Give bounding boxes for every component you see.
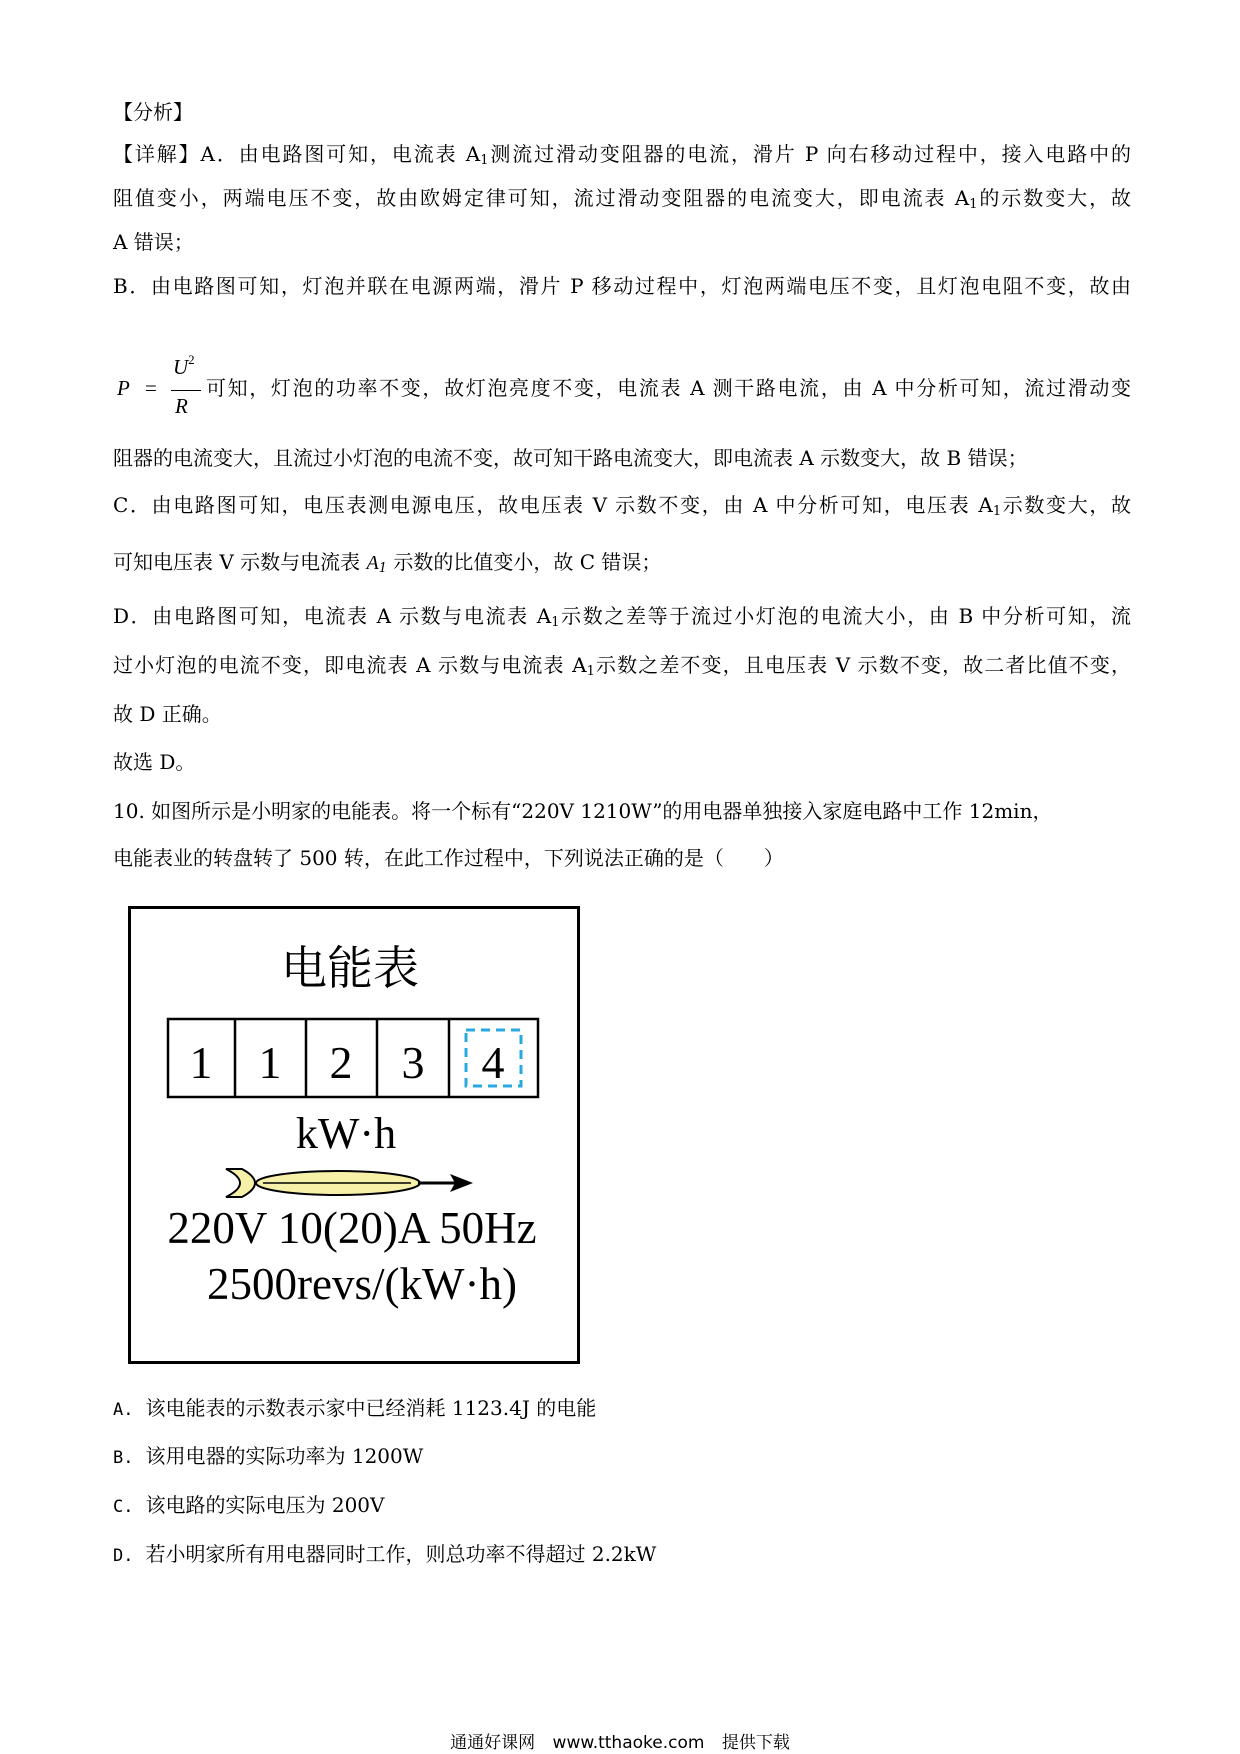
meter-spec-constant: 2500revs/(kW·h) [207, 1259, 517, 1309]
footer-site-name: 通通好课网 [450, 1733, 536, 1753]
analysis-conclusion: 故选 D。 [113, 750, 196, 774]
analysis-a-line3: A 错误； [113, 230, 194, 254]
analysis-d-line3: 故 D 正确。 [113, 702, 222, 726]
question-line1: 10. 如图所示是小明家的电能表。将一个标有“220V 1210W”的用电器单独接入家庭电路中工作 12min， [113, 799, 1053, 823]
option-a[interactable]: A. 该电能表的示数表示家中已经消耗 1123.4J 的电能 [113, 1396, 597, 1420]
analysis-d-line2: 过小灯泡的电流不变，即电流表 A 示数与电流表 $A_1$示数之差不变，且电压表 V 示数不变，故二者比值不变， [113, 653, 1131, 679]
question-line2: 电能表业的转盘转了 500 转，在此工作过程中，下列说法正确的是（ ） [113, 846, 784, 870]
meter-digit: 1 [258, 1037, 282, 1088]
electric-meter-figure [128, 906, 580, 1364]
power-formula: P = $U^2$ R [115, 352, 205, 424]
footer-note: 提供下载 [721, 1733, 790, 1753]
analysis-a-line1: 【详解】A．由电路图可知，电流表 $A_1$测流过滑动变阻器的电流，滑片 P 向右移动过程中，接入电路中的 [113, 142, 1132, 168]
option-b[interactable]: B. 该用电器的实际功率为 1200W [113, 1444, 424, 1468]
analysis-b-line3: 阻器的电流变大，且流过小灯泡的电流不变，故可知干路电流变大，即电流表 A 示数变大，故 B 错误； [113, 446, 1028, 470]
meter-digit: 3 [401, 1037, 425, 1088]
option-c[interactable]: C. 该电路的实际电压为 200V [113, 1493, 385, 1517]
analysis-a-line2: 阻值变小，两端电压不变，故由欧姆定律可知，流过滑动变阻器的电流变大，即电流表 $A_1$的示数变大，故 [113, 186, 1131, 212]
meter-spec-rating: 220V 10(20)A 50Hz [167, 1203, 537, 1253]
analysis-b-line2: 可知，灯泡的功率不变，故灯泡亮度不变，电流表 A 测干路电流，由 A 中分析可知，流过滑动变 [206, 376, 1131, 400]
page-footer [0, 1728, 1240, 1753]
meter-unit: kW·h [295, 1109, 397, 1158]
analysis-heading: 【分析】 [113, 100, 193, 124]
meter-digit: 1 [189, 1037, 213, 1088]
analysis-c-line2: 可知电压表 V 示数与电流表 $A_1$ 示数的比值变小，故 C 错误； [113, 550, 662, 576]
analysis-b-line1: B．由电路图可知，灯泡并联在电源两端，滑片 P 移动过程中，灯泡两端电压不变，且灯泡电阻不变，故由 [113, 274, 1131, 298]
meter-digit: 2 [329, 1037, 353, 1088]
analysis-c-line1: C．由电路图可知，电压表测电源电压，故电压表 V 示数不变，由 A 中分析可知，电压表 $A_1$示数变大，故 [113, 493, 1132, 519]
meter-digit: 4 [481, 1037, 505, 1088]
footer-url[interactable]: www.tthaoke.com [552, 1733, 705, 1753]
fraction-bar [171, 390, 201, 391]
meter-title: 电能表 [281, 941, 419, 995]
analysis-d-line1: D．由电路图可知，电流表 A 示数与电流表 $A_1$示数之差等于流过小灯泡的电流大小，由 B 中分析可知，流 [113, 604, 1131, 630]
option-d[interactable]: D. 若小明家所有用电器同时工作，则总功率不得超过 2.2kW [113, 1542, 657, 1566]
